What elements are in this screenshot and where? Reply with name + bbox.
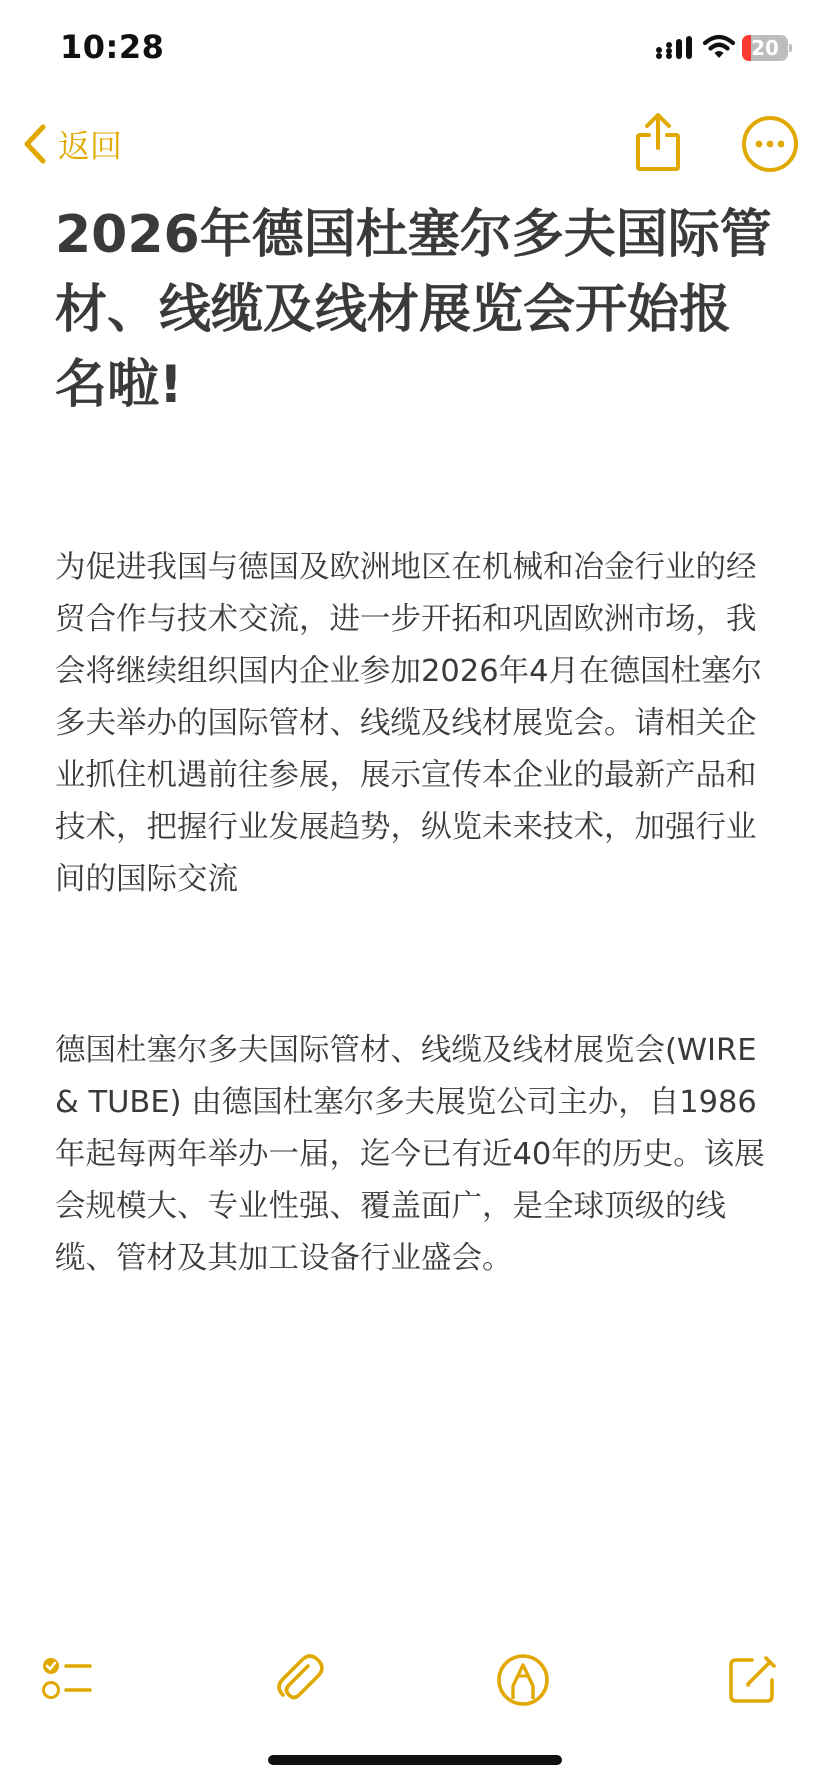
- note-paragraph: 为促进我国与德国及欧洲地区在机械和冶金行业的经贸合作与技术交流，进一步开拓和巩固欧洲市场，我会将继续组织国内企业参加2026年4月在德国杜塞尔多夫举办的国际管材、线缆及线材展览会。请相关企业抓住机遇前往参展，展示宣传本企业的最新产品和技术，把握行业发展趋势，纵览未来技术，加强行业间的国际交流: [55, 550, 763, 897]
- note-title: 2026年德国杜塞尔多夫国际管材、线缆及线材展览会开始报名啦!: [55, 205, 772, 415]
- cellular-signal-icon: [655, 36, 695, 60]
- wifi-icon: [702, 34, 736, 60]
- nav-bar: [0, 100, 828, 190]
- share-button[interactable]: [628, 110, 688, 176]
- note-content[interactable]: [55, 198, 777, 1285]
- battery-indicator: [742, 35, 792, 61]
- compose-button[interactable]: [722, 1650, 782, 1710]
- more-icon: [740, 114, 800, 174]
- markup-pen-icon: [493, 1650, 553, 1710]
- more-button[interactable]: [740, 114, 800, 174]
- share-icon: [628, 110, 688, 176]
- battery-body: [742, 35, 788, 61]
- markup-button[interactable]: [493, 1650, 553, 1710]
- back-button[interactable]: [22, 116, 122, 172]
- paperclip-icon: [270, 1650, 330, 1710]
- back-label: 返回: [58, 127, 123, 165]
- home-indicator[interactable]: [268, 1755, 562, 1765]
- attachment-button[interactable]: [270, 1650, 330, 1710]
- checklist-button[interactable]: [38, 1650, 98, 1710]
- status-time: 10:28: [60, 28, 165, 66]
- compose-icon: [722, 1650, 782, 1710]
- chevron-left-icon: [22, 123, 48, 165]
- note-paragraph: 德国杜塞尔多夫国际管材、线缆及线材展览会(WIRE & TUBE) 由德国杜塞尔多夫展览公司主办，自1986年起每两年举办一届，迄今已有近40年的历史。该展会规模大、专业性强、覆盖面广，是全球顶级的线缆、管材及其加工设备行业盛会。: [55, 1033, 765, 1276]
- battery-level: 20: [751, 36, 779, 60]
- bottom-toolbar: [0, 1650, 828, 1740]
- battery-cap: [789, 44, 792, 52]
- checklist-icon: [38, 1650, 98, 1710]
- status-bar: [0, 0, 828, 100]
